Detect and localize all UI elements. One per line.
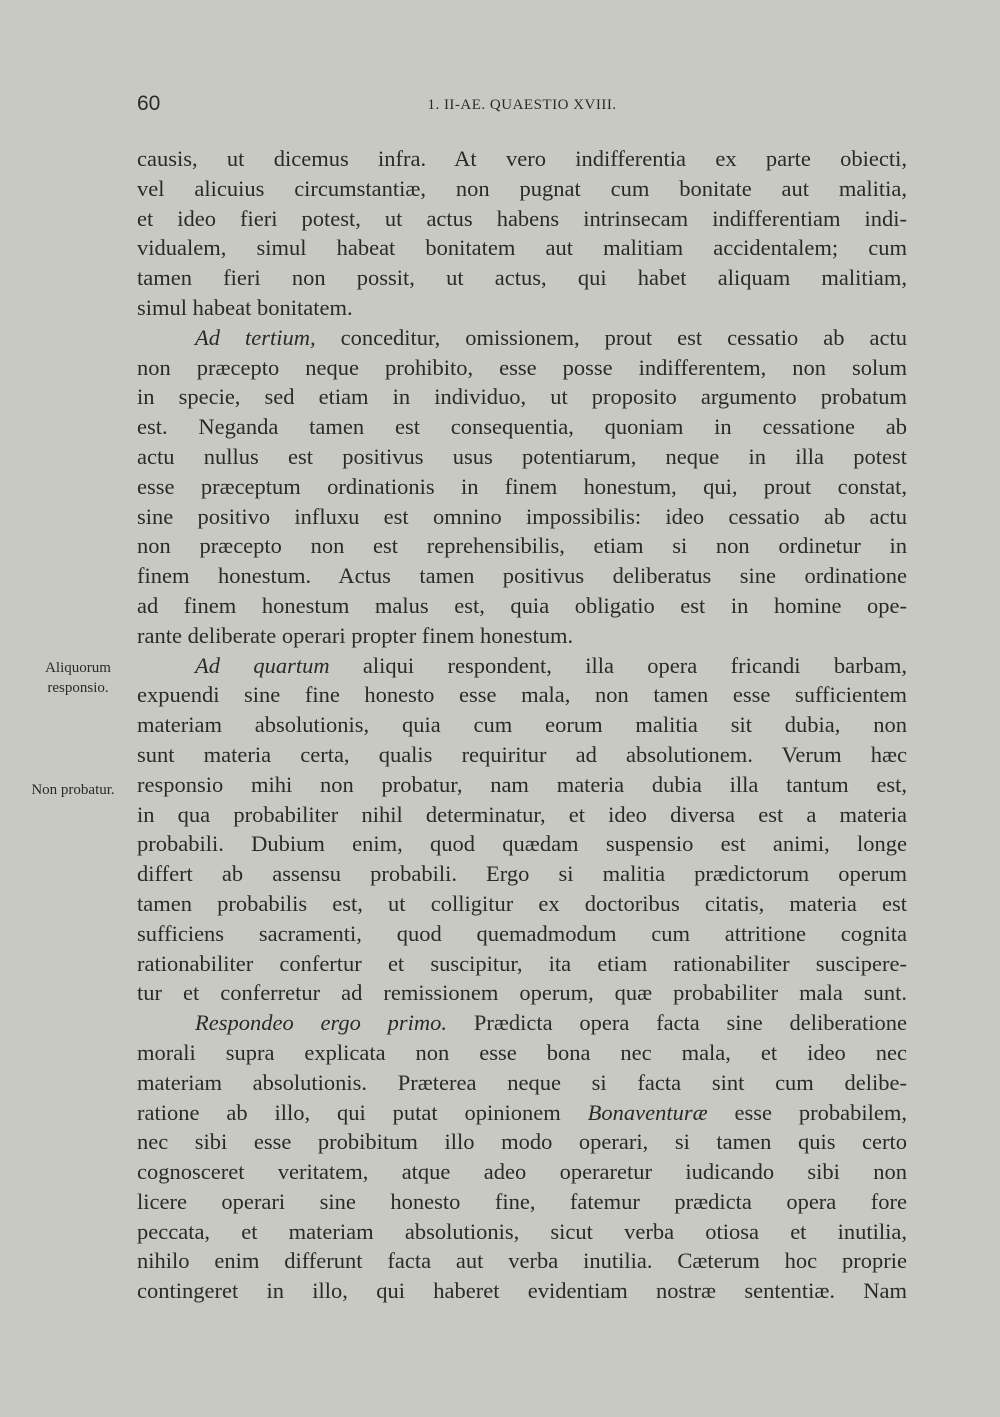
text-run: aliqui respondent, illa opera fricandi barbam, (329, 652, 907, 678)
text-line: expuendi sine fine honesto esse mala, non tamen esse sufficientem (137, 682, 907, 708)
text-line: materiam absolutionis, quia cum eorum malitia sit dubia, non (137, 712, 907, 738)
text-line: sufficiens sacramenti, quod quemadmodum cum attritione cognita (137, 920, 907, 946)
text-line: probabili. Dubium enim, quod quædam suspensio est animi, longe (137, 831, 907, 857)
running-head: 1. II-AE. QUAESTIO XVIII. (427, 97, 617, 113)
body-text (137, 144, 907, 1306)
text-run: ratione ab illo, qui putat opinionem (137, 1099, 588, 1125)
text-line: vel alicuius circumstantiæ, non pugnat cum bonitate aut malitia, (137, 175, 907, 201)
text-line: ad finem honestum malus est, quia obligatio est in homine ope- (137, 592, 907, 618)
text-line: est. Neganda tamen est consequentia, quoniam in cessatione ab (137, 414, 907, 440)
margin-note-line: responsio. (47, 680, 109, 696)
text-line: in specie, sed etiam in individuo, ut proposito argumento probatum (137, 384, 907, 410)
text-run: conceditur, omissionem, prout est cessatio ab actu (315, 324, 907, 350)
text-line: licere operari sine honesto fine, fatemur prædicta opera fore (137, 1188, 907, 1214)
paragraph-ad-quartum (137, 651, 907, 681)
text-line: sunt materia certa, qualis requiritur ad absolutionem. Verum hæc (137, 741, 907, 767)
italic-phrase: Respondeo ergo primo. (195, 1010, 448, 1036)
text-line: nihilo enim differunt facta aut verba inutilia. Cæterum hoc proprie (137, 1248, 907, 1274)
text-line: non præcepto non est reprehensibilis, etiam si non ordinetur in (137, 533, 907, 559)
text-line: tamen probabilis est, ut colligitur ex doctoribus citatis, materia est (137, 890, 907, 916)
text-line: nec sibi esse probibitum illo modo operari, si tamen quis certo (137, 1129, 907, 1155)
text-line: contingeret in illo, qui haberet evidentiam nostræ sententiæ. Nam (137, 1278, 907, 1304)
text-line: in qua probabiliter nihil determinatur, et ideo diversa est a materia (137, 801, 907, 827)
margin-note-non-probatur: Non probatur. (31, 782, 115, 798)
text-line: tur et conferretur ad remissionem operum, quæ probabiliter mala sunt. (137, 980, 907, 1006)
text-line: et ideo fieri potest, ut actus habens intrinsecam indifferentiam indi- (137, 205, 907, 231)
margin-note-aliquorum (33, 658, 123, 698)
italic-name: Bonaventuræ (587, 1099, 708, 1125)
text-line: peccata, et materiam absolutionis, sicut verba otiosa et inutilia, (137, 1218, 907, 1244)
paragraph-ad-tertium (137, 323, 907, 353)
italic-phrase: Ad tertium, (195, 324, 316, 350)
page-header (137, 92, 907, 122)
page-number: 60 (137, 92, 161, 115)
text-line: materiam absolutionis. Præterea neque si facta sint cum delibe- (137, 1069, 907, 1095)
text-line: non præcepto neque prohibito, esse posse indifferentem, non solum (137, 354, 907, 380)
text-line: sine positivo influxu est omnino impossibilis: ideo cessatio ab actu (137, 503, 907, 529)
text-line: morali supra explicata non esse bona nec mala, et ideo nec (137, 1039, 907, 1065)
text-line (137, 1098, 907, 1128)
text-line: causis, ut dicemus infra. At vero indifferentia ex parte obiecti, (137, 146, 907, 171)
text-line: vidualem, simul habeat bonitatem aut malitiam accidentalem; cum (137, 235, 907, 261)
text-run: esse probabilem, (707, 1099, 907, 1125)
text-run: Prædicta opera facta sine deliberatione (447, 1010, 907, 1036)
text-line: finem honestum. Actus tamen positivus deliberatus sine ordinatione (137, 563, 907, 589)
text-line: rante deliberate operari propter finem honestum. (137, 622, 574, 648)
text-line: differt ab assensu probabili. Ergo si malitia prædictorum operum (137, 861, 907, 887)
text-line: actu nullus est positivus usus potentiarum, neque in illa potest (137, 443, 907, 469)
text-line: tamen fieri non possit, ut actus, qui habet aliquam malitiam, (137, 265, 907, 291)
paragraph-respondeo (137, 1008, 907, 1038)
margin-note-line: Aliquorum (45, 660, 111, 676)
text-line: cognosceret veritatem, atque adeo operaretur iudicando sibi non (137, 1159, 907, 1185)
text-line: responsio mihi non probatur, nam materia dubia illa tantum est, (137, 771, 907, 797)
text-line: simul habeat bonitatem. (137, 294, 353, 320)
text-line: esse præceptum ordinationis in finem honestum, qui, prout constat, (137, 473, 907, 499)
italic-phrase: Ad quartum (195, 652, 330, 678)
text-line: rationabiliter confertur et suscipitur, ita etiam rationabiliter suscipere- (137, 950, 907, 976)
